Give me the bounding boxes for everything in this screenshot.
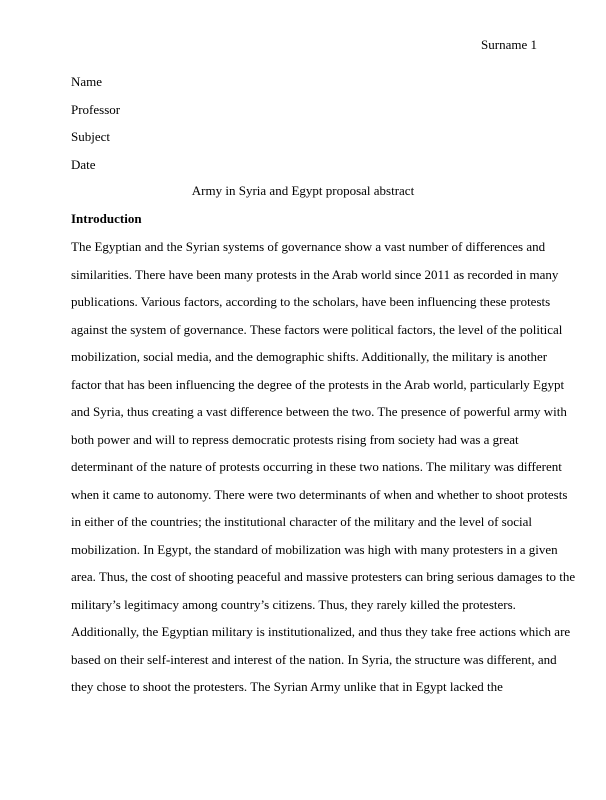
body-line: Additionally, the Egyptian military is institutionalized, and thus they take free actions which are	[71, 624, 571, 639]
body-line: mobilization. In Egypt, the standard of mobilization was high with many protesters in a given	[71, 541, 558, 557]
body-line: The Egyptian and the Syrian systems of governance show a vast number of differences and	[71, 239, 546, 254]
student-heading-block	[71, 73, 541, 183]
body-line: in either of the countries; the institutional character of the military and the level of social	[71, 514, 532, 529]
body-line: both power and will to repress democratic protests rising from society had was a great	[71, 431, 519, 447]
heading-date: Date	[71, 156, 96, 172]
body-line: similarities. There have been many protests in the Arab world since 2011 as recorded in many	[71, 266, 559, 282]
introduction-body	[71, 238, 576, 706]
section-heading-introduction: Introduction	[71, 211, 142, 226]
body-line: determinant of the nature of protests occurring in these two nations. The military was different	[71, 459, 562, 474]
body-line: military’s legitimacy among country’s citizens. Thus, they rarely killed the protesters.	[71, 596, 516, 612]
heading-name: Name	[71, 74, 103, 89]
body-line: based on their self-interest and interest of the nation. In Syria, the structure was different, and	[71, 651, 557, 667]
heading-professor: Professor	[71, 101, 121, 117]
body-line: mobilization, social media, and the demographic shifts. Additionally, the military is another	[71, 349, 548, 364]
body-line: against the system of governance. These factors were political factors, the level of the political	[71, 321, 563, 337]
paper-title: Army in Syria and Egypt proposal abstract	[191, 183, 415, 198]
body-line: they chose to shoot the protesters. The Syrian Army unlike that in Egypt lacked the	[71, 679, 503, 694]
running-head: Surname 1	[481, 37, 537, 52]
body-line: and Syria, thus creating a vast difference between the two. The presence of powerful army with	[71, 404, 567, 419]
heading-subject: Subject	[71, 129, 110, 144]
body-line: publications. Various factors, according to the scholars, have been influencing these protests	[71, 294, 551, 309]
body-line: when it came to autonomy. There were two determinants of when and whether to shoot protests	[71, 486, 568, 502]
body-line: area. Thus, the cost of shooting peaceful and massive protesters can bring serious damages to the	[71, 569, 576, 584]
body-line: factor that has been influencing the degree of the protests in the Arab world, particularly Egypt	[71, 376, 565, 392]
